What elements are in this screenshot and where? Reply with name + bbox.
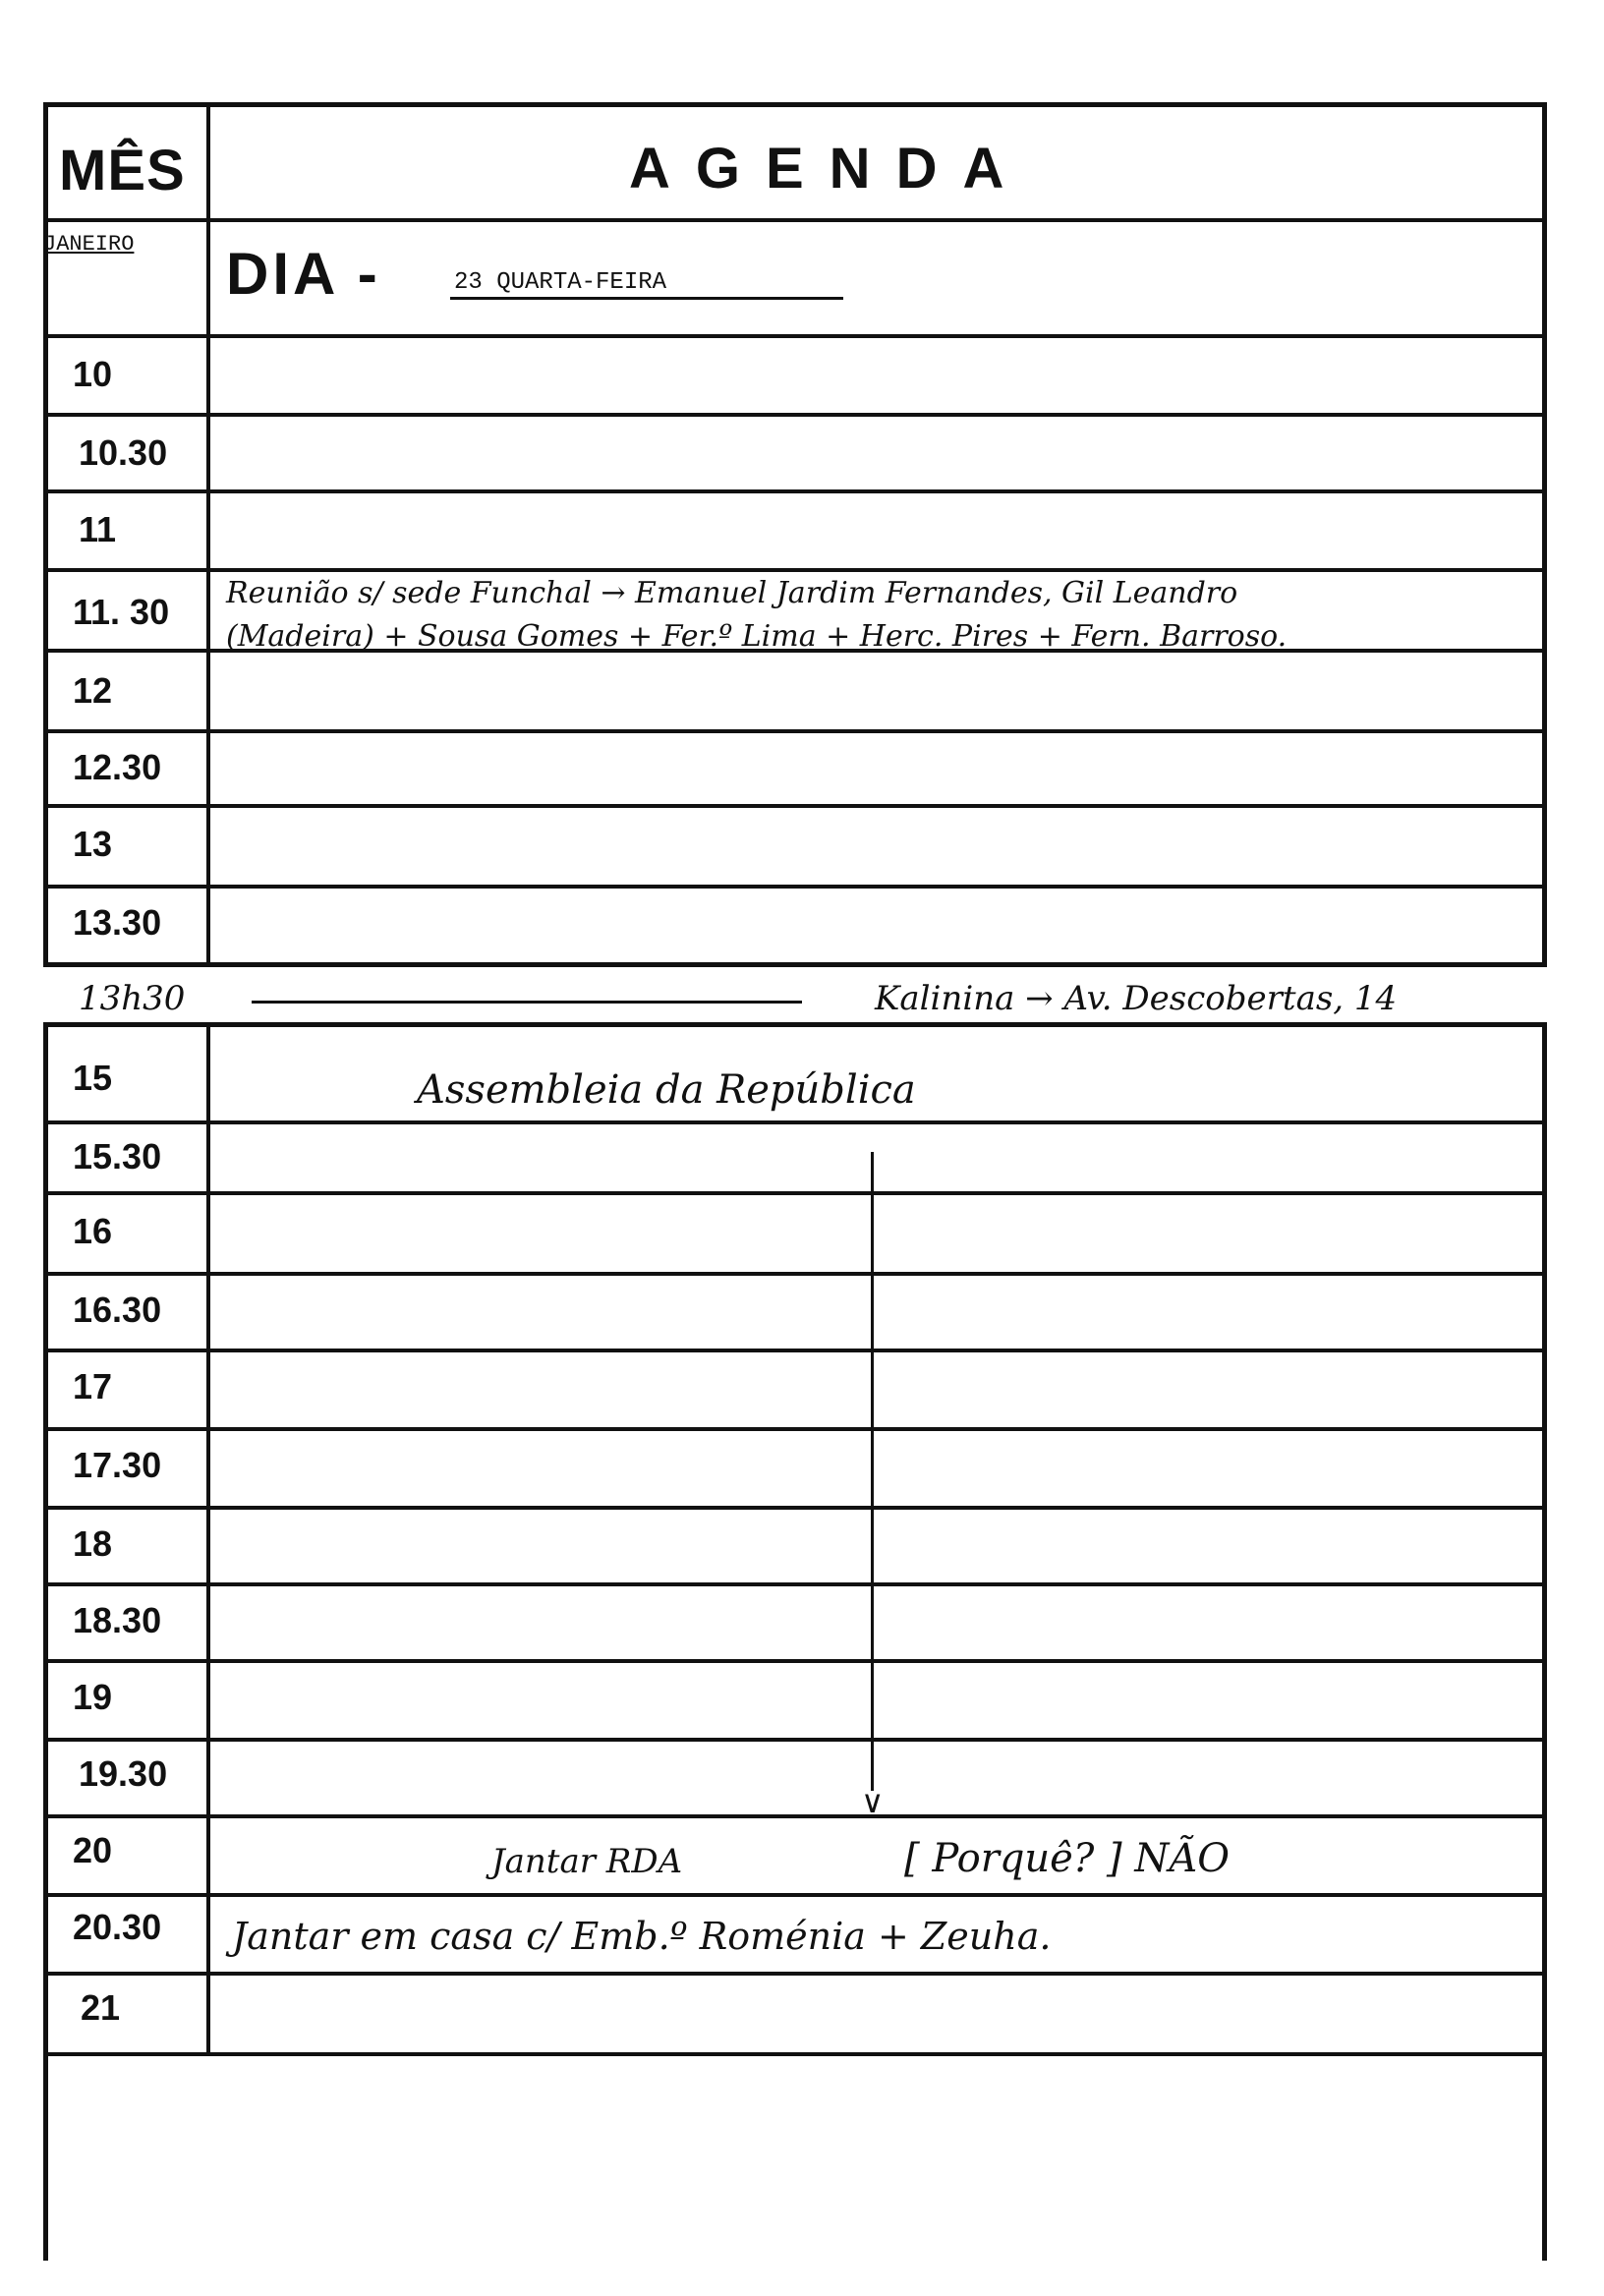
row-divider [43,729,1547,733]
meeting-entry-line1: Reunião s/ sede Funchal → Emanuel Jardim Fernandes, Gil Leandro [226,576,1238,610]
row-divider [43,2052,1547,2056]
month-column-label: MÊS [59,139,186,202]
row-divider [43,1582,1547,1586]
time-slot-label: 19.30 [79,1753,168,1794]
row-divider [43,1349,1547,1352]
row-divider [43,1506,1547,1510]
time-slot-label: 13.30 [73,902,162,943]
row-divider [43,804,1547,808]
time-slot-label: 15.30 [73,1136,162,1177]
day-value: 23 QUARTA-FEIRA [454,269,667,296]
row-divider [43,1272,1547,1276]
row-divider [43,1191,1547,1195]
day-row-divider [43,334,1547,338]
upper-column-divider [206,102,210,967]
header-row-divider [43,218,1547,222]
time-slot-label: 13 [73,824,113,864]
assembly-entry: Assembleia da República [417,1067,916,1113]
time-slot-label: 10 [73,354,113,394]
row-divider [43,1972,1547,1976]
meeting-entry-line2: (Madeira) + Sousa Gomes + Fer.º Lima + Herc. Pires + Fern. Barroso. [226,619,1288,654]
row-divider [43,1814,1547,1818]
row-divider [43,1120,1547,1124]
duration-arrow-line [871,1152,874,1791]
lower-table-frame [43,1022,1547,2261]
page-title: AGENDA [629,137,1030,201]
time-slot-label: 20.30 [73,1907,162,1947]
row-divider [43,1738,1547,1742]
time-slot-label: 17.30 [73,1445,162,1485]
lower-column-divider [206,1022,210,2054]
time-slot-label: 21 [81,1987,121,2028]
month-value: JANEIRO [43,232,135,257]
handwritten-dash-line [252,1001,802,1004]
between-time-note: 13h30 [79,979,186,1018]
time-slot-label: 18.30 [73,1600,162,1640]
row-divider [43,885,1547,889]
upper-table-frame [43,102,1547,967]
time-slot-label: 15 [73,1058,113,1098]
dinner-rda-note: [ Porquê? ] NÃO [904,1836,1231,1881]
dinner-rda-entry: Jantar RDA [491,1842,683,1881]
row-divider [43,1659,1547,1663]
time-slot-label: 12 [73,670,113,711]
time-slot-label: 11. 30 [73,592,170,632]
time-slot-label: 11 [79,509,117,549]
time-slot-label: 17 [73,1366,113,1406]
down-arrow-icon: ∨ [861,1784,885,1819]
row-divider [43,489,1547,493]
time-slot-label: 16 [73,1211,113,1251]
day-label: DIA - [226,241,381,307]
time-slot-label: 12.30 [73,747,162,787]
time-slot-label: 10.30 [79,432,168,473]
between-location-note: Kalinina → Av. Descobertas, 14 [875,979,1398,1018]
time-slot-label: 16.30 [73,1290,162,1330]
dinner-home-entry: Jantar em casa c/ Emb.º Roménia + Zeuha. [232,1915,1052,1958]
time-slot-label: 20 [73,1830,113,1870]
row-divider [43,1893,1547,1897]
time-slot-label: 18 [73,1523,113,1564]
row-divider [43,1427,1547,1431]
day-underline [450,297,843,300]
time-slot-label: 19 [73,1677,113,1717]
row-divider [43,413,1547,417]
row-divider [43,568,1547,572]
